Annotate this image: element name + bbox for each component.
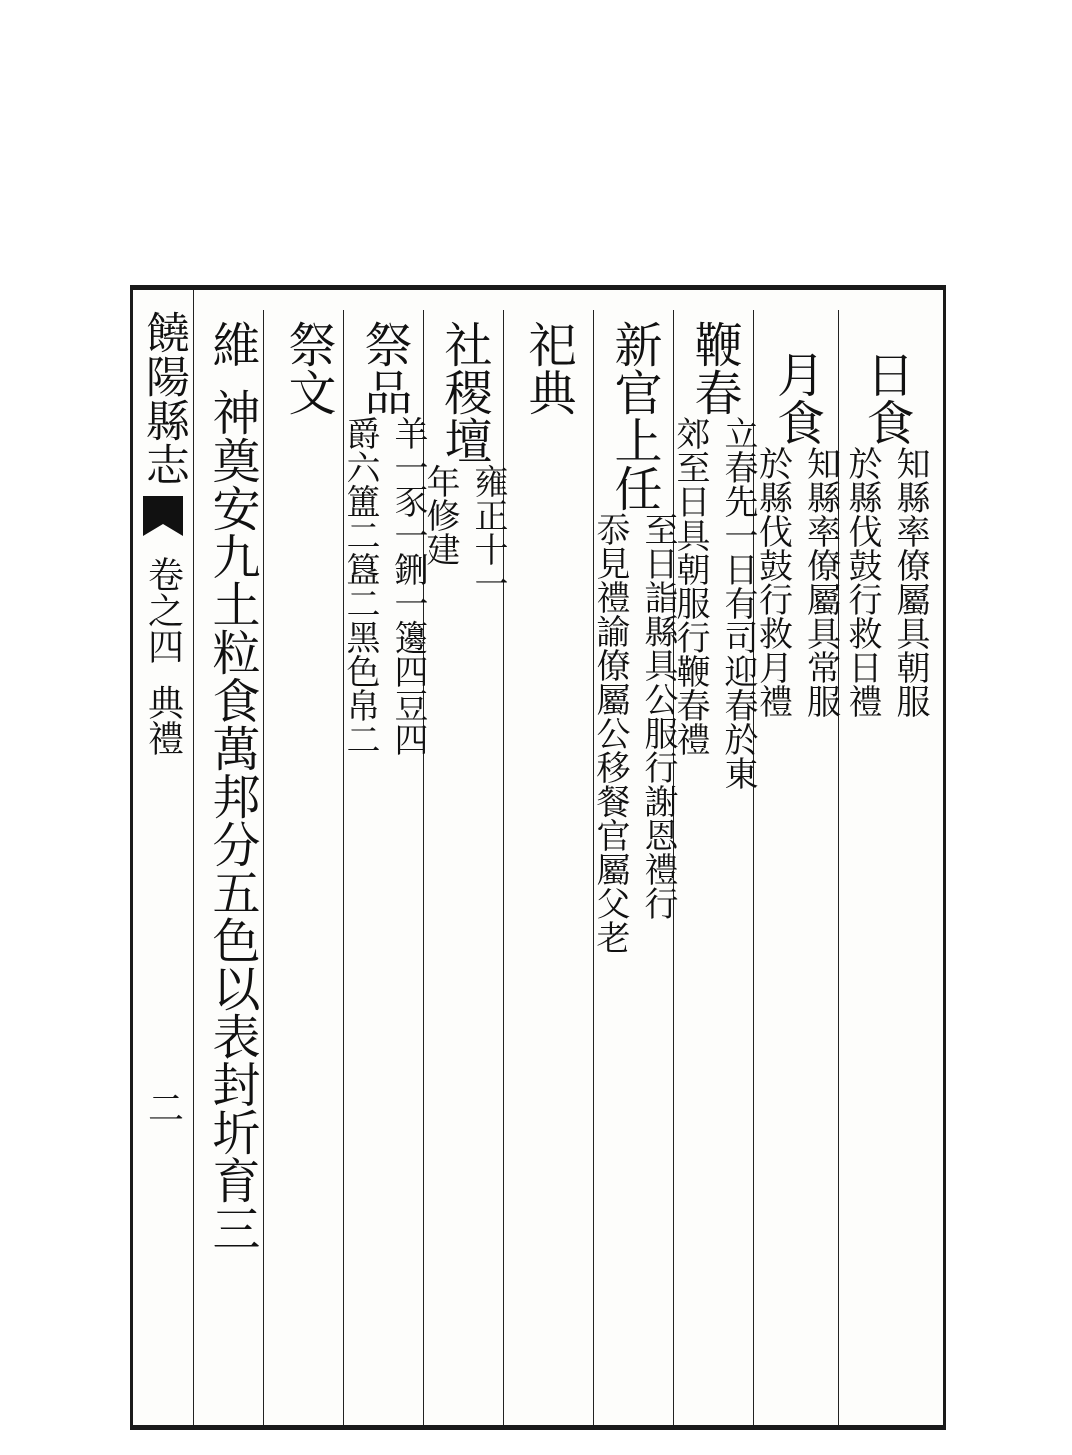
text-column bbox=[590, 320, 678, 1385]
column-body: 忝見禮諭僚屬公移餐官屬父老 bbox=[590, 512, 630, 954]
column-body: 至日詣縣具公服行謝恩禮行 bbox=[638, 512, 678, 920]
book-page bbox=[130, 285, 946, 1430]
text-column bbox=[420, 320, 508, 1385]
annotation-pair bbox=[670, 416, 758, 790]
volume-label: 卷之四 bbox=[142, 556, 184, 664]
text-column bbox=[340, 320, 428, 1385]
annotation-pair bbox=[842, 446, 930, 718]
column-body: 年修建 bbox=[420, 464, 460, 566]
section-heading: 祀典 bbox=[520, 320, 576, 416]
column-body: 知縣率僚屬具常服 bbox=[800, 446, 841, 718]
annotation-pair bbox=[590, 512, 678, 954]
page-number: 二 bbox=[142, 1089, 184, 1125]
column-heading: 維 bbox=[204, 320, 260, 368]
annotation-pair bbox=[753, 446, 841, 718]
column-body: 神奠安九土粒食萬邦分五色以表封圻育三 bbox=[204, 388, 260, 1252]
column-body: 雍正十一 bbox=[468, 464, 508, 600]
column-body: 郊至日具朝服行鞭春禮 bbox=[670, 416, 710, 756]
section-label: 典禮 bbox=[142, 684, 184, 756]
column-heading: 新官上任 bbox=[606, 320, 662, 512]
text-column bbox=[841, 350, 931, 1385]
column-body: 羊一豕一鉶一籩四豆四 bbox=[388, 416, 428, 756]
column-body: 爵六簠二簋二黑色帛二 bbox=[340, 416, 380, 756]
page-margin bbox=[133, 290, 193, 1425]
column-body: 知縣率僚屬具朝服 bbox=[890, 446, 930, 718]
column-rule bbox=[193, 290, 194, 1425]
text-column bbox=[508, 320, 588, 1385]
annotation-pair bbox=[420, 464, 508, 600]
column-heading: 祭文 bbox=[280, 320, 336, 416]
column-heading: 月食 bbox=[768, 350, 825, 446]
text-column bbox=[273, 320, 343, 1385]
column-heading: 日食 bbox=[858, 350, 914, 446]
annotation-pair bbox=[340, 416, 428, 756]
book-title: 饒陽縣志 bbox=[138, 310, 189, 486]
text-column bbox=[752, 350, 841, 1385]
text-column bbox=[670, 320, 758, 1385]
text-column bbox=[201, 320, 263, 1385]
column-body: 於縣伐鼓行救日禮 bbox=[842, 446, 882, 718]
column-heading: 祭品 bbox=[356, 320, 412, 416]
column-rule bbox=[263, 310, 264, 1425]
column-body: 於縣伐鼓行救月禮 bbox=[752, 446, 793, 718]
fishtail-mark-icon bbox=[143, 496, 183, 536]
column-heading: 社稷壇 bbox=[436, 320, 492, 464]
column-body: 立春先一日有司迎春於東 bbox=[718, 416, 758, 790]
column-heading: 鞭春 bbox=[686, 320, 742, 416]
